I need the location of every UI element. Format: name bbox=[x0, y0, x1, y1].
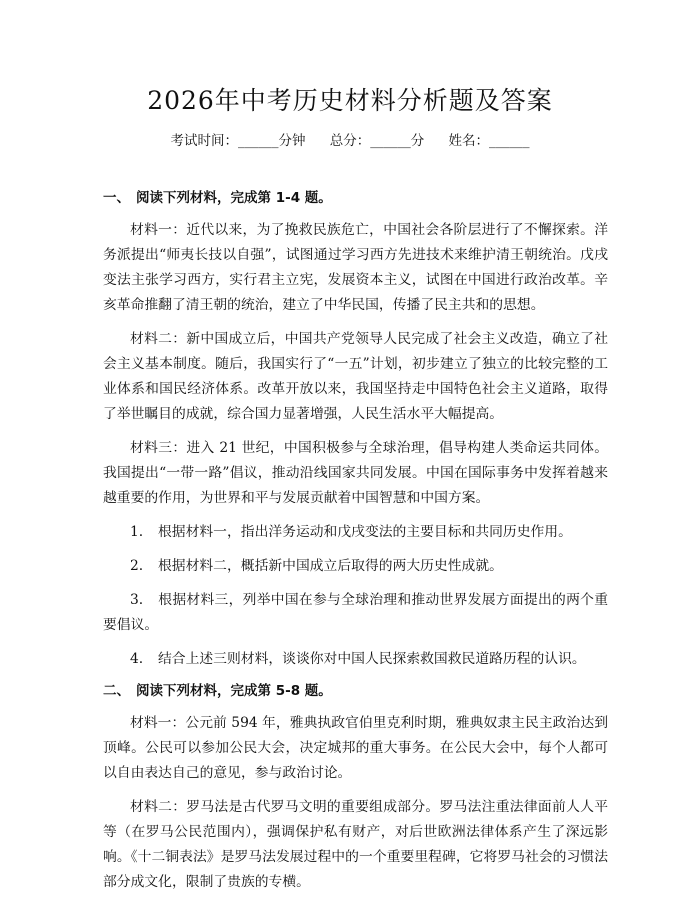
question-number: 4. bbox=[130, 651, 144, 667]
total-score-field: 总分：______分 bbox=[329, 133, 425, 149]
exam-time-field: 考试时间：______分钟 bbox=[170, 133, 306, 149]
material-paragraph: 材料一：近代以来，为了挽救民族危亡，中国社会各阶层进行了不懈探索。洋务派提出“师夷长技以自强”，试图通过学习西方先进技术来维护清王朝统治。戊戌变法主张学习西方，实行君主立宪，发展资本主义，试图在中国进行政治改革。辛亥革命推翻了清王朝的统治，建立了中华民国，传播了民主共和的思想。 bbox=[103, 222, 608, 313]
section-title: 阅读下列材料，完成第 5-8 题。 bbox=[136, 683, 332, 699]
question-text: 根据材料三，列举中国在参与全球治理和推动世界发展方面提出的两个重要倡议。 bbox=[103, 592, 608, 633]
student-name-field: 姓名：______ bbox=[448, 133, 530, 149]
question-text: 根据材料一，指出洋务运动和戊戌变法的主要目标和共同历史作用。 bbox=[158, 524, 572, 540]
question-number: 1. bbox=[130, 524, 144, 540]
question-text: 结合上述三则材料，谈谈你对中国人民探索救国救民道路历程的认识。 bbox=[158, 651, 586, 667]
material-paragraph: 材料二：罗马法是古代罗马文明的重要组成部分。罗马法注重法律面前人人平等（在罗马公民范围内），强调保护私有财产，对后世欧洲法律体系产生了深远影响。《十二铜表法》是罗马法发展过程中的一个重要里程碑，它将罗马社会的习惯法部分成文化，限制了贵族的专横。 bbox=[103, 799, 608, 890]
section-title: 阅读下列材料，完成第 1-4 题。 bbox=[136, 190, 332, 206]
section-number: 一、 bbox=[103, 190, 130, 206]
question-number: 2. bbox=[130, 558, 144, 574]
question-item bbox=[103, 554, 608, 579]
page-title: 2026年中考历史材料分析题及答案 bbox=[147, 86, 553, 115]
question-number: 3. bbox=[130, 592, 144, 608]
document-body bbox=[103, 188, 608, 904]
material-paragraph: 材料二：新中国成立后，中国共产党领导人民完成了社会主义改造，确立了社会主义基本制度。随后，我国实行了“一五”计划，初步建立了独立的比较完整的工业体系和国民经济体系。改革开放以来，我国坚持走中国特色社会主义道路，取得了举世瞩目的成就，综合国力显著增强，人民生活水平大幅提高。 bbox=[103, 331, 608, 422]
material-paragraph: 材料三：进入 21 世纪，中国积极参与全球治理，倡导构建人类命运共同体。我国提出“一带一路”倡议，推动沿线国家共同发展。中国在国际事务中发挥着越来越重要的作用，为世界和平与发展贡献着中国智慧和中国方案。 bbox=[103, 440, 608, 506]
question-item bbox=[103, 647, 608, 672]
section-heading bbox=[103, 681, 608, 701]
question-text: 根据材料二，概括新中国成立后取得的两大历史性成就。 bbox=[158, 558, 503, 574]
section-heading bbox=[103, 188, 608, 208]
material-paragraph: 材料一：公元前 594 年，雅典执政官伯里克利时期，雅典奴隶主民主政治达到顶峰。公民可以参加公民大会，决定城邦的重大事务。在公民大会中，每个人都可以自由表达自己的意见，参与政治讨论。 bbox=[103, 715, 608, 781]
exam-meta bbox=[0, 131, 700, 151]
question-item bbox=[103, 588, 608, 638]
question-item bbox=[103, 520, 608, 545]
section-number: 二、 bbox=[103, 683, 130, 699]
